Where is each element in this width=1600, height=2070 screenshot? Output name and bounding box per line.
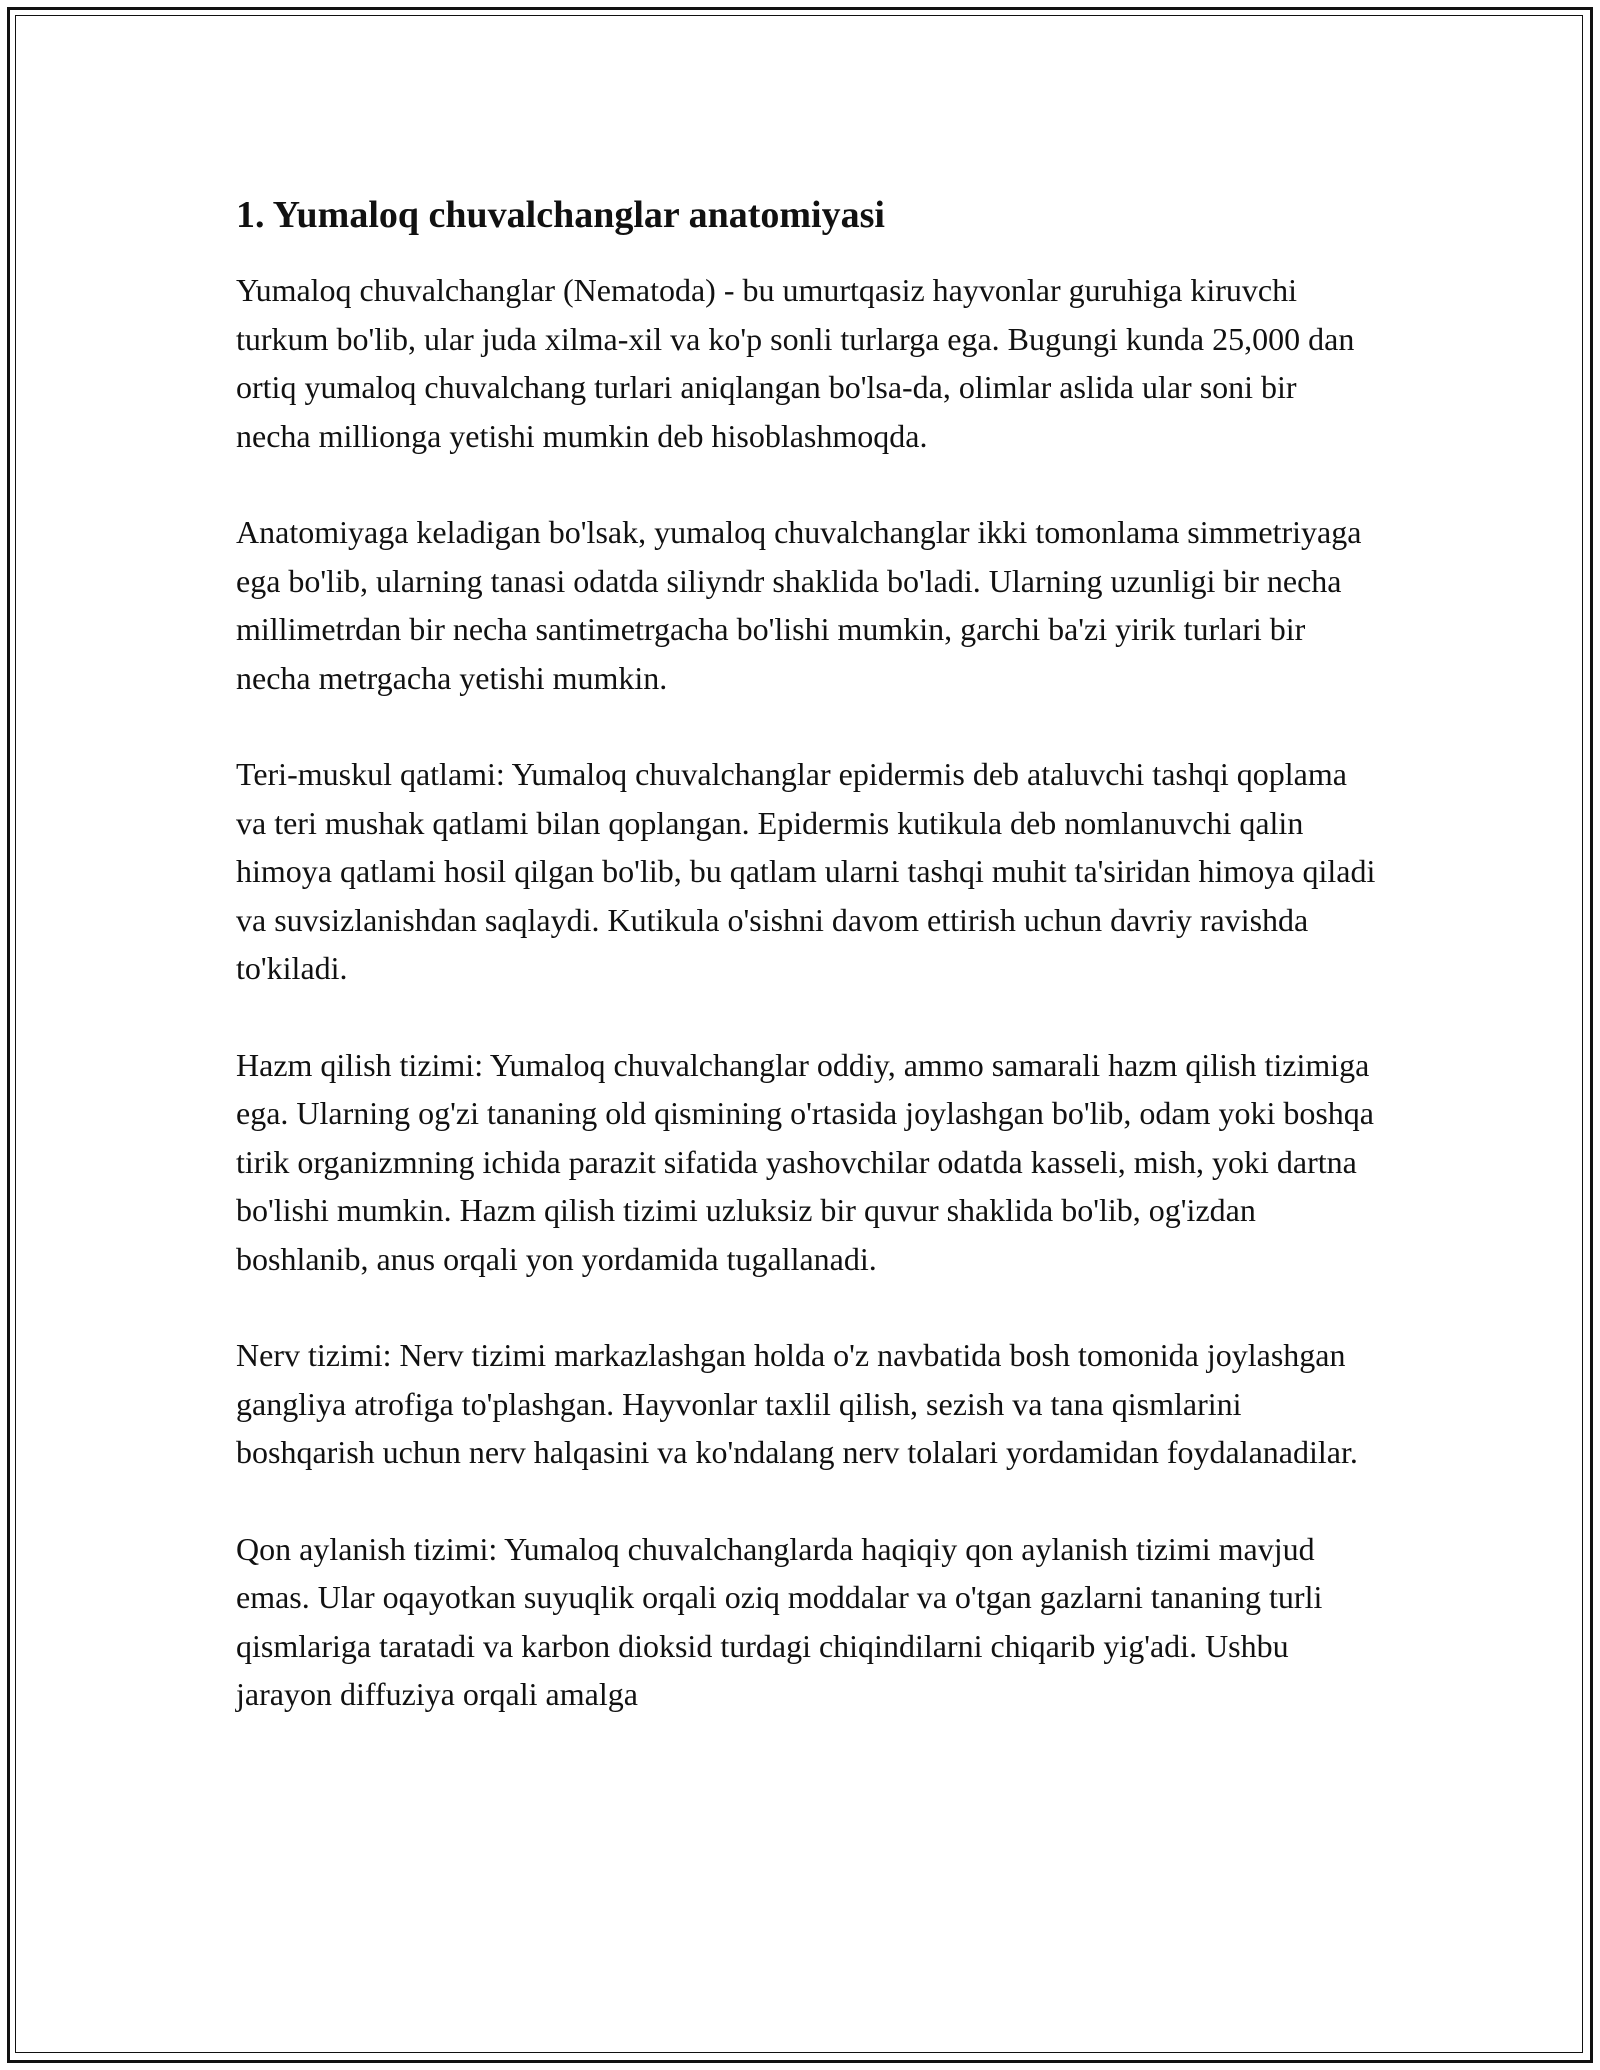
paragraph-anatomy: Anatomiyaga keladigan bo'lsak, yumaloq chuvalchanglar ikki tomonlama simmetriyaga ega bo'lib, ularning tanasi odatda siliyndr shaklida bo'ladi. Ularning uzunligi bir necha millimetrdan bir necha santimetrgacha bo'lishi mumkin, garchi ba'zi yirik turlari bir necha metrgacha yetishi mumkin. [236, 514, 1362, 696]
document-body [236, 186, 1376, 1719]
paragraph-intro: Yumaloq chuvalchanglar (Nematoda) - bu umurtqasiz hayvonlar guruhiga kiruvchi turkum bo'lib, ular juda xilma-xil va ko'p sonli turlarga ega. Bugungi kunda 25,000 dan ortiq yumaloq chuvalchang turlari aniqlangan bo'lsa-da, olimlar aslida ular soni bir necha millionga yetishi mumkin deb hisoblashmoqda. [236, 272, 1355, 454]
paragraph-digestive-system: Hazm qilish tizimi: Yumaloq chuvalchanglar oddiy, ammo samarali hazm qilish tizimiga ega. Ularning og'zi tananing old qismining o'rtasida joylashgan bo'lib, odam yoki boshqa tirik organizmning ichida parazit sifatida yashovchilar odatda kasseli, mish, yoki dartna bo'lishi mumkin. Hazm qilish tizimi uzluksiz bir quvur shaklida bo'lib, og'izdan boshlanib, anus orqali yon yordamida tugallanadi. [236, 1046, 1374, 1277]
paragraph-circulatory-system: Qon aylanish tizimi: Yumaloq chuvalchanglarda haqiqiy qon aylanish tizimi mavjud emas. Ular oqayotkan suyuqlik orqali oziq moddalar va o'tgan gazlarni tananing turli qismlariga taratadi va karbon dioksid turdagi chiqindilarni chiqarib yig'adi. Ushbu jarayon diffuziya orqali amalga [236, 1530, 1323, 1712]
paragraph-nervous-system: Nerv tizimi: Nerv tizimi markazlashgan holda o'z navbatida bosh tomonida joylashgan gangliya atrofiga to'plashgan. Hayvonlar taxlil qilish, sezish va tana qismlarini boshqarish uchun nerv halqasini va ko'ndalang nerv tolalari yordamidan foydalanadilar. [236, 1337, 1358, 1470]
paragraph-skin-muscle-layer: Teri-muskul qatlami: Yumaloq chuvalchanglar epidermis deb ataluvchi tashqi qoplama va teri mushak qatlami bilan qoplangan. Epidermis kutikula deb nomlanuvchi qalin himoya qatlami hosil qilgan bo'lib, bu qatlam ularni tashqi muhit ta'siridan himoya qiladi va suvsizlanishdan saqlaydi. Kutikula o'sishni davom ettirish uchun davriy ravishda to'kiladi. [236, 756, 1376, 986]
section-heading: 1. Yumaloq chuvalchanglar anatomiyasi [236, 194, 885, 236]
